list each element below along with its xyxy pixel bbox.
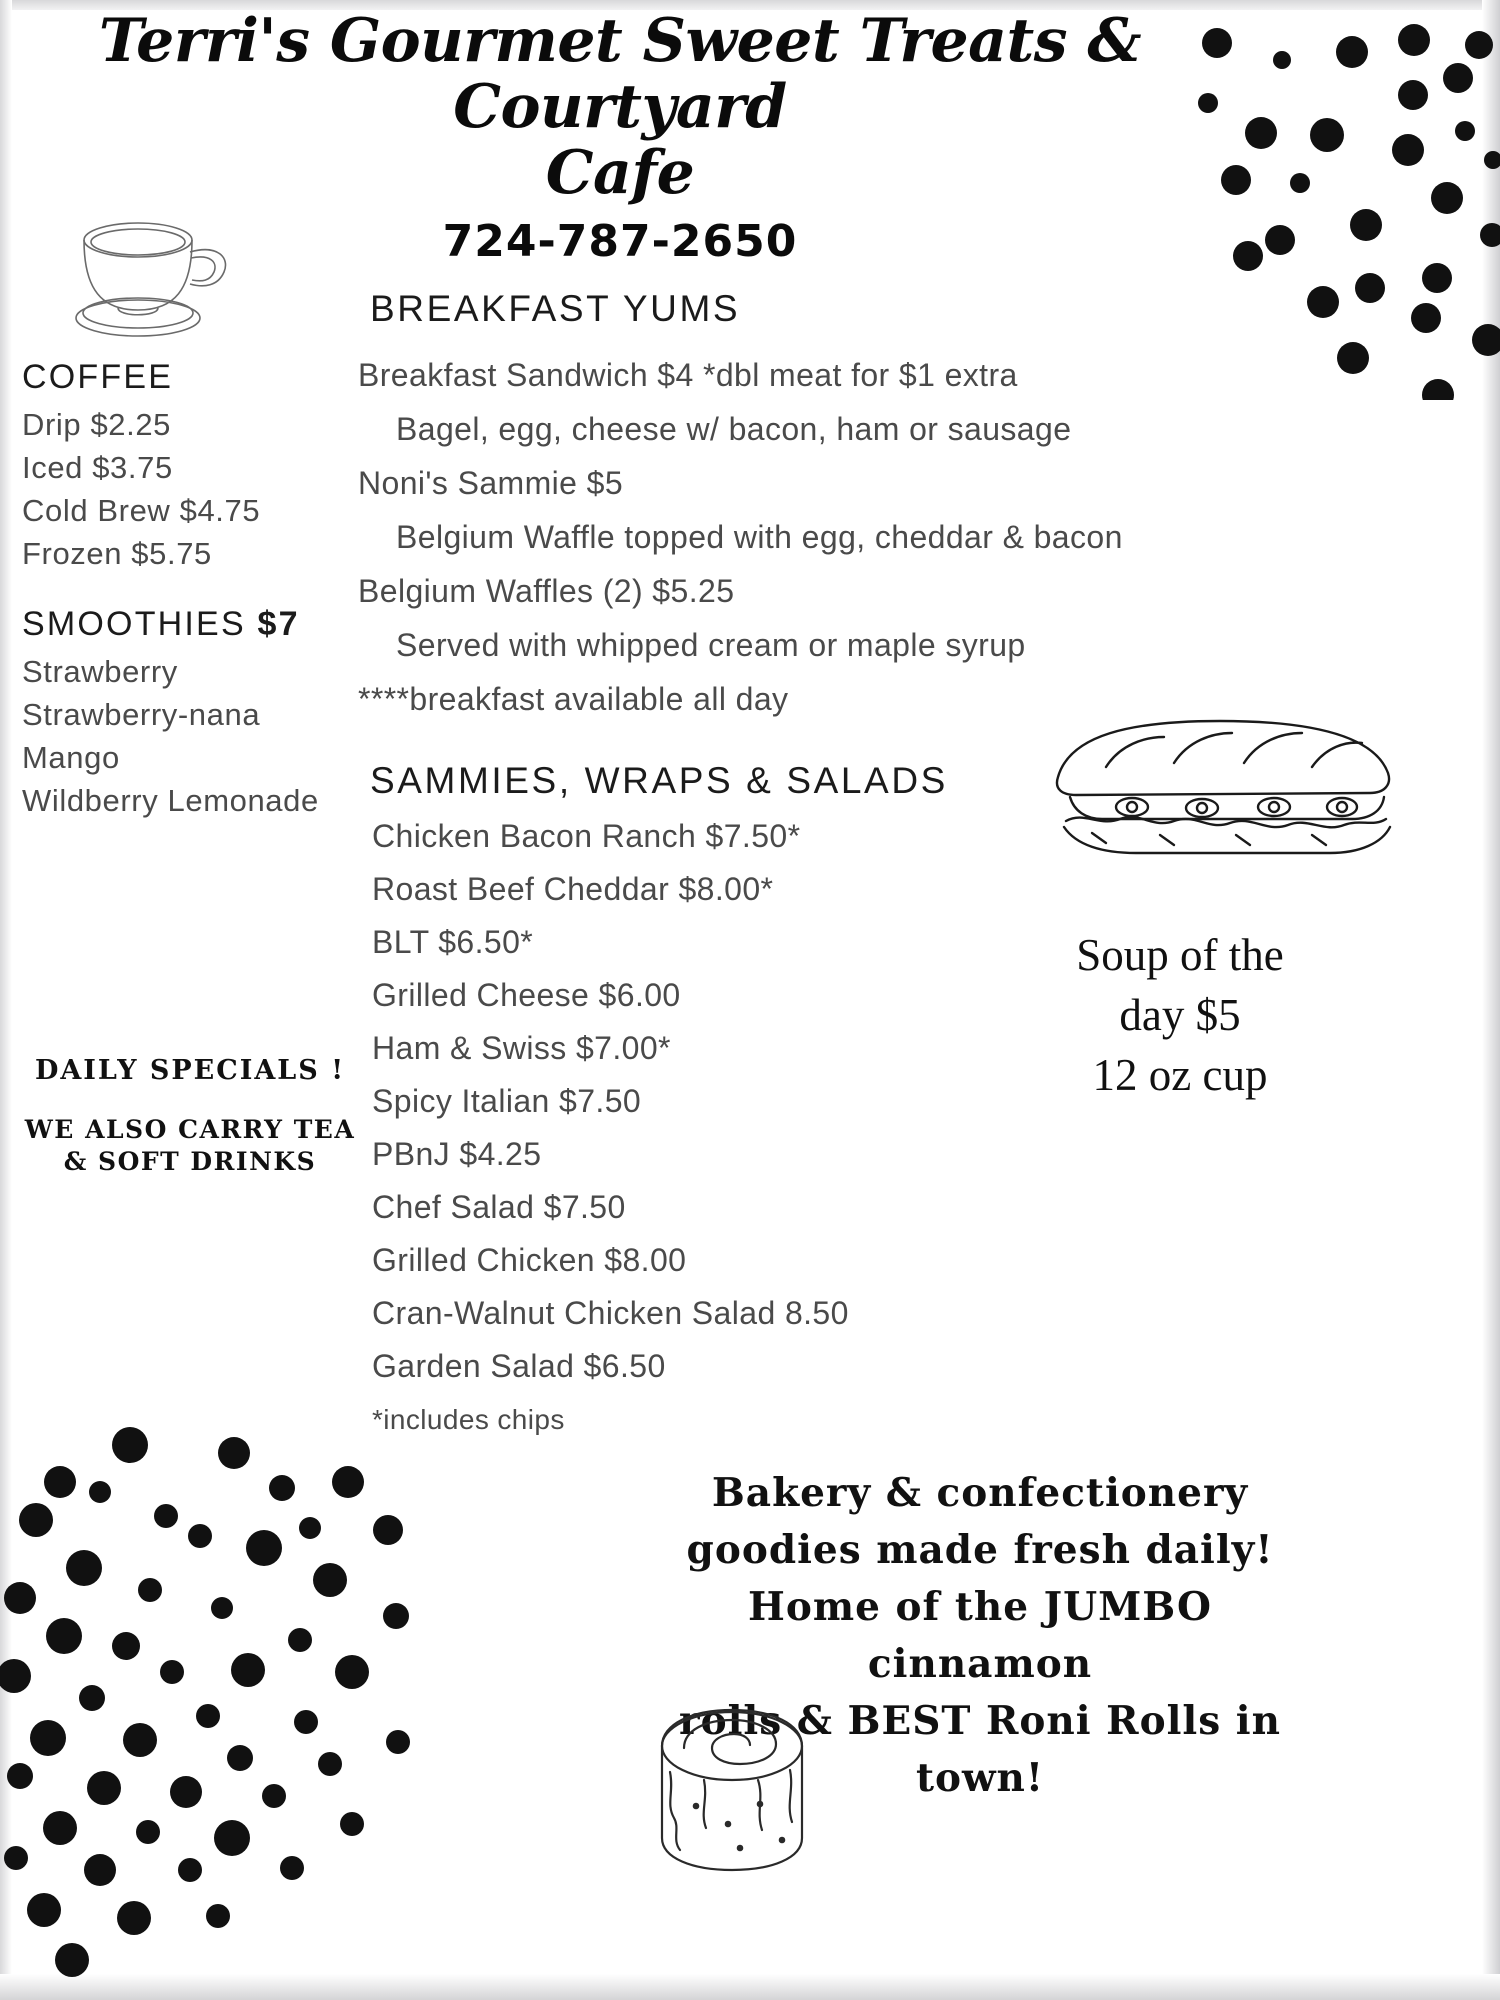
smoothie-item: Wildberry Lemonade — [22, 783, 319, 818]
beverages-column — [22, 358, 372, 822]
restaurant-title-line-2: Cafe — [545, 138, 695, 208]
smoothie-item: Strawberry-nana — [22, 697, 261, 732]
coffee-item: Drip $2.25 — [22, 407, 172, 442]
breakfast-heading: BREAKFAST YUMS — [370, 288, 741, 329]
breakfast-line: Breakfast Sandwich $4 *dbl meat for $1 extra — [358, 357, 1018, 393]
smoothies-heading-price: $7 — [257, 605, 300, 643]
soup-line-1: Soup of the — [1076, 930, 1284, 980]
sammies-item: BLT $6.50* — [372, 924, 534, 960]
polka-dot-pattern-bottom-left — [0, 1420, 520, 2000]
bakery-line: goodies made fresh daily! — [686, 1527, 1274, 1573]
breakfast-line: Served with whipped cream or maple syrup — [396, 627, 1026, 663]
bakery-line: Home of the JUMBO cinnamon — [748, 1584, 1212, 1687]
sammies-item: Grilled Cheese $6.00 — [372, 977, 681, 1013]
coffee-heading: COFFEE — [22, 358, 174, 396]
sammies-item: Chef Salad $7.50 — [372, 1189, 626, 1225]
sammies-item: PBnJ $4.25 — [372, 1136, 542, 1172]
tea-soft-drinks-line: WE ALSO CARRY TEA & SOFT DRINKS — [24, 1115, 356, 1176]
phone-number: 724-787-2650 — [442, 216, 798, 267]
coffee-item: Iced $3.75 — [22, 450, 173, 485]
sammies-item: Grilled Chicken $8.00 — [372, 1242, 687, 1278]
soup-line-2: day $5 — [1119, 990, 1241, 1040]
coffee-item: Cold Brew $4.75 — [22, 493, 261, 528]
breakfast-line: Belgium Waffles (2) $5.25 — [358, 573, 735, 609]
coffee-item: Frozen $5.75 — [22, 536, 212, 571]
breakfast-all-day-note: ****breakfast available all day — [358, 681, 789, 717]
bakery-line: rolls & BEST Roni Rolls in — [679, 1698, 1281, 1744]
smoothies-heading — [22, 605, 372, 644]
smoothie-item: Mango — [22, 740, 120, 775]
sub-sandwich-icon — [1040, 715, 1410, 865]
daily-specials-block — [10, 1055, 370, 1178]
soup-of-the-day-block — [1020, 925, 1340, 1105]
sammies-item: Spicy Italian $7.50 — [372, 1083, 642, 1119]
smoothies-section — [22, 605, 372, 822]
food-column — [358, 288, 1378, 1446]
smoothie-item: Strawberry — [22, 654, 178, 689]
sammies-item: Cran-Walnut Chicken Salad 8.50 — [372, 1295, 849, 1331]
sammies-item: Ham & Swiss $7.00* — [372, 1030, 671, 1066]
breakfast-line: Noni's Sammie $5 — [358, 465, 624, 501]
smoothies-heading-label: SMOOTHIES — [22, 605, 246, 643]
restaurant-title-line-1: Terri's Gourmet Sweet Treats & Courtyard — [98, 6, 1142, 142]
breakfast-line: Belgium Waffle topped with egg, cheddar & bacon — [396, 519, 1123, 555]
bakery-line: Bakery & confectionery — [711, 1470, 1249, 1516]
sammies-footnote: *includes chips — [372, 1404, 565, 1435]
bakery-line: town! — [915, 1755, 1045, 1801]
soup-line-3: 12 oz cup — [1092, 1050, 1268, 1100]
coffee-cup-icon — [58, 200, 238, 350]
sammies-section — [358, 810, 1378, 1446]
sammies-heading: SAMMIES, WRAPS & SALADS — [370, 760, 948, 801]
sammies-item: Roast Beef Cheddar $8.00* — [372, 871, 774, 907]
breakfast-section — [358, 348, 1378, 726]
sammies-item: Garden Salad $6.50 — [372, 1348, 666, 1384]
coffee-section — [22, 358, 372, 575]
sammies-item: Chicken Bacon Ranch $7.50* — [372, 818, 801, 854]
cinnamon-roll-icon — [640, 1700, 825, 1880]
daily-specials-line: DAILY SPECIALS ! — [34, 1055, 346, 1086]
breakfast-line: Bagel, egg, cheese w/ bacon, ham or sausage — [396, 411, 1072, 447]
